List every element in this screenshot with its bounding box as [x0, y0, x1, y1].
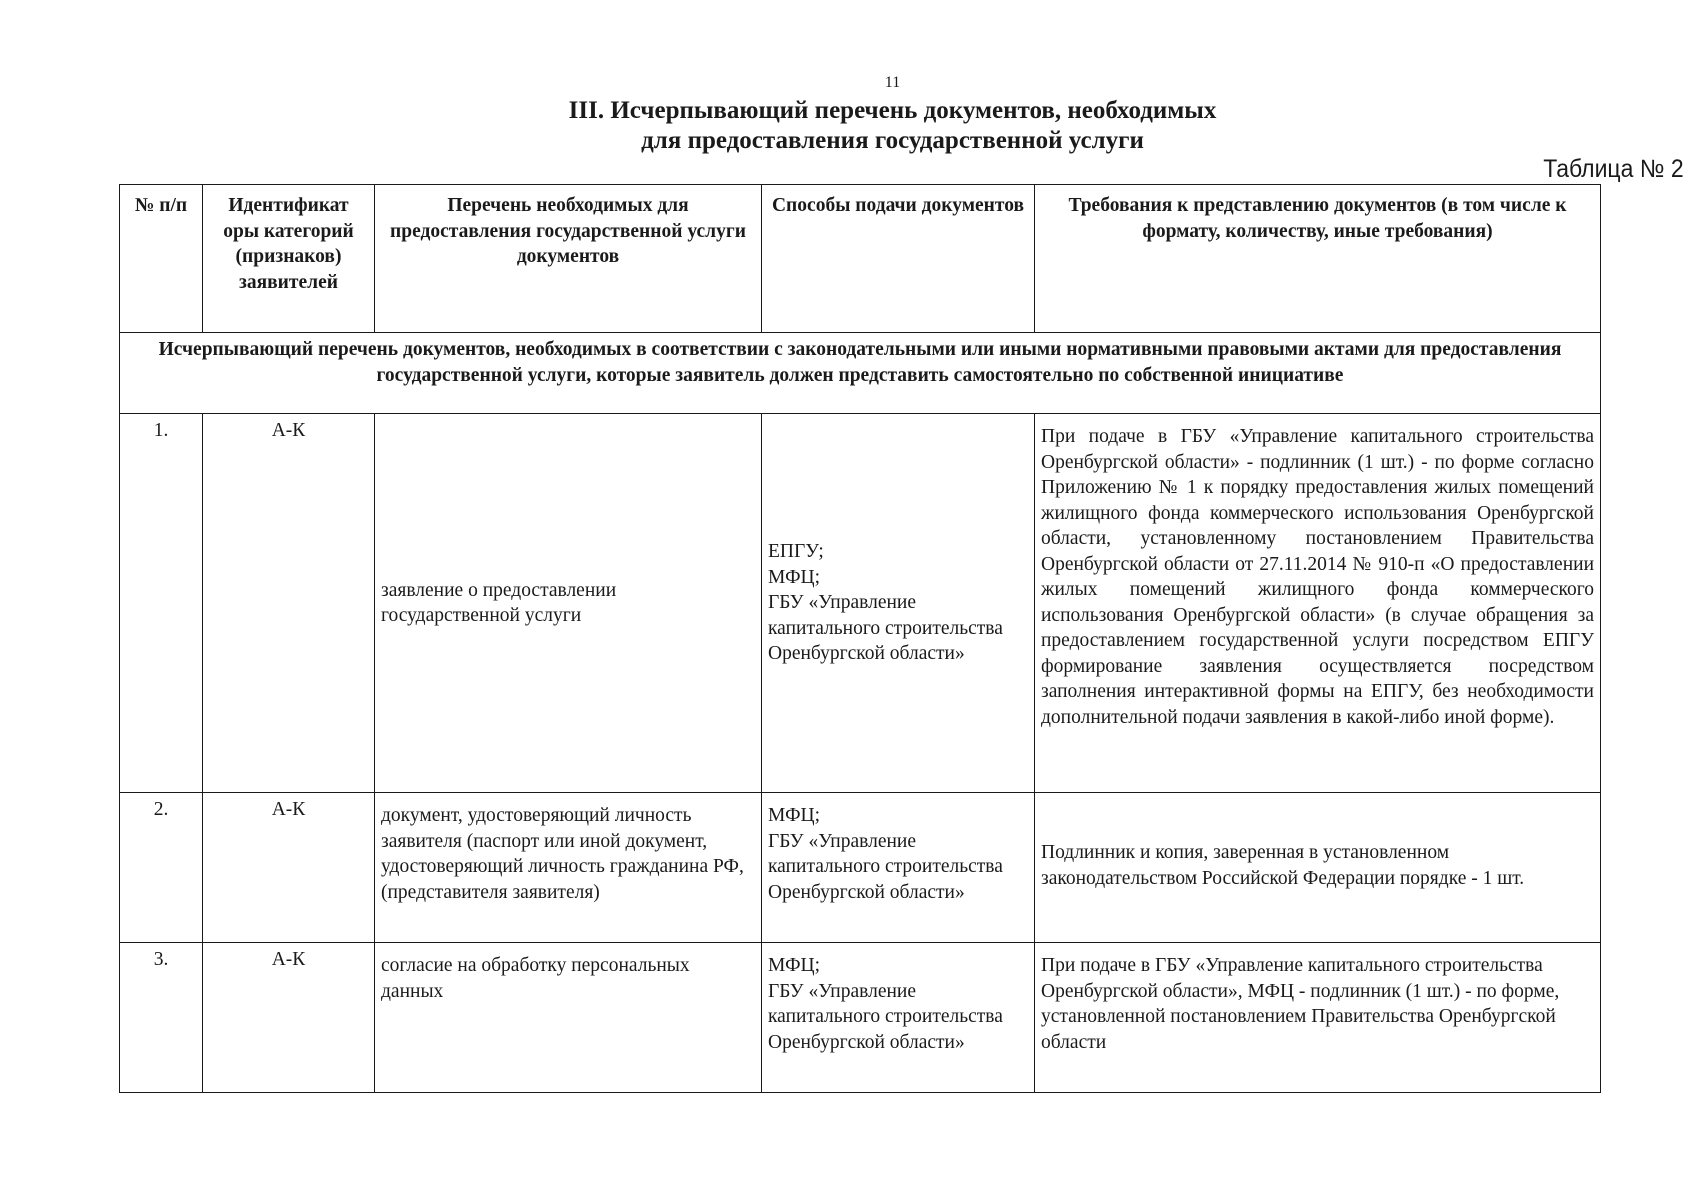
table-row [120, 414, 1601, 793]
table-row [120, 793, 1601, 943]
header-submission-methods: Способы подачи документов [762, 185, 1035, 333]
section-title [0, 96, 1697, 156]
documents-table [119, 184, 1601, 1093]
row-document: заявление о предоставлении государственной услуги [375, 414, 762, 793]
row-submission-methods: МФЦ; ГБУ «Управление капитального строительства Оренбургской области» [762, 793, 1035, 943]
section-title-line-2: для предоставления государственной услуги [641, 127, 1144, 154]
row-number: 3. [120, 943, 203, 1093]
table-row [120, 943, 1601, 1093]
header-applicant-categories: Идентификат оры категорий (признаков) заявителей [203, 185, 375, 333]
row-requirements: При подаче в ГБУ «Управление капитального строительства Оренбургской области», МФЦ - подлинник (1 шт.) - по форме, установленной постановлением Правительства Оренбургской области [1035, 943, 1601, 1093]
header-requirements: Требования к представлению документов (в том числе к формату, количеству, иные требования) [1035, 185, 1601, 333]
row-applicant-id: А-К [203, 943, 375, 1093]
header-number: № п/п [120, 185, 203, 333]
section-title-line-1: III. Исчерпывающий перечень документов, необходимых [568, 97, 1217, 124]
row-applicant-id: А-К [203, 414, 375, 793]
row-document: документ, удостоверяющий личность заявителя (паспорт или иной документ, удостоверяющий личность гражданина РФ, (представителя заявителя) [375, 793, 762, 943]
table-header-row [120, 185, 1601, 333]
row-requirements: Подлинник и копия, заверенная в установленном законодательством Российской Федерации порядке - 1 шт. [1035, 793, 1601, 943]
section-heading: Исчерпывающий перечень документов, необходимых в соответствии с законодательными или иными нормативными правовыми актами для предоставления государственной услуги, которые заявитель должен представить самостоятельно по собственной инициативе [120, 333, 1601, 414]
row-number: 2. [120, 793, 203, 943]
row-submission-methods: МФЦ; ГБУ «Управление капитального строительства Оренбургской области» [762, 943, 1035, 1093]
row-applicant-id: А-К [203, 793, 375, 943]
table-section-row [120, 333, 1601, 414]
table-caption: Таблица № 2 [1543, 155, 1684, 183]
row-number: 1. [120, 414, 203, 793]
row-document: согласие на обработку персональных данных [375, 943, 762, 1093]
header-document-list: Перечень необходимых для предоставления государственной услуги документов [375, 185, 762, 333]
row-submission-methods: ЕПГУ; МФЦ; ГБУ «Управление капитального строительства Оренбургской области» [762, 414, 1035, 793]
page-number: 11 [884, 74, 901, 91]
row-requirements: При подаче в ГБУ «Управление капитального строительства Оренбургской области» - подлинник (1 шт.) - по форме согласно Приложению № 1 к порядку предоставления жилых помещений жилищного фонда коммерческого использования Оренбургской области, установленному постановлением Правительства Оренбургской области от 27.11.2014 № 910-п «О предоставлении жилых помещений жилищного фонда коммерческого использования Оренбургской области» (в случае обращения за предоставлением государственной услуги посредством ЕПГУ формирование заявления осуществляется посредством заполнения интерактивной формы на ЕПГУ, без необходимости дополнительной подачи заявления в какой-либо иной форме). [1035, 414, 1601, 793]
